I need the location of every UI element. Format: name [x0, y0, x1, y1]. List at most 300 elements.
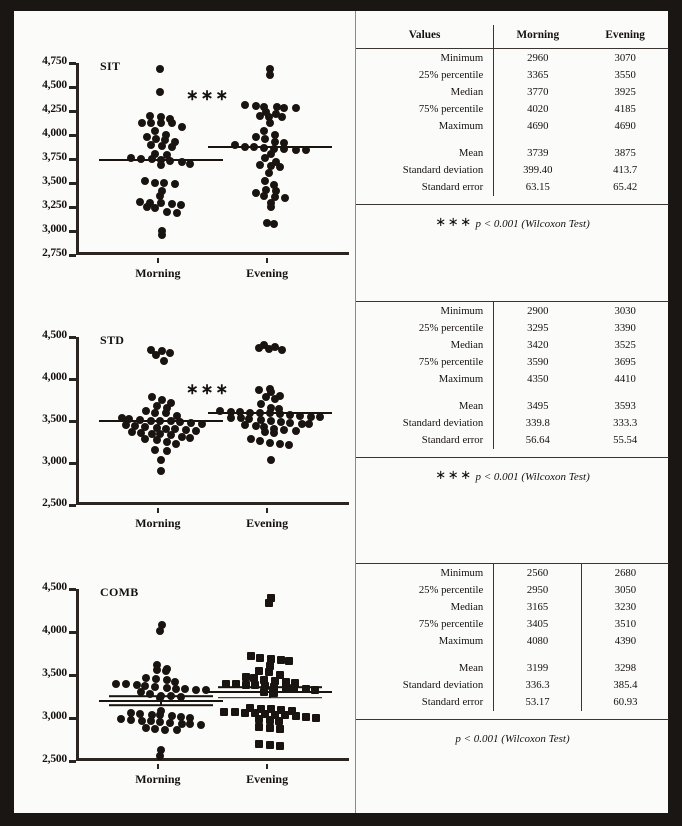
stat-label: 25% percentile	[418, 68, 484, 81]
data-point	[158, 142, 166, 150]
stat-label: 75% percentile	[418, 356, 484, 369]
data-point	[192, 427, 200, 435]
x-axis-tick-mark	[266, 764, 268, 769]
stats-table	[356, 564, 669, 711]
data-point	[285, 657, 293, 665]
table-row	[356, 118, 669, 135]
data-point	[242, 673, 250, 681]
mean-line	[99, 420, 223, 422]
data-point	[177, 201, 185, 209]
stat-value-morning: 56.64	[494, 431, 582, 448]
stat-value-morning: 339.8	[494, 414, 582, 431]
data-point	[292, 712, 300, 720]
data-point	[178, 123, 186, 131]
x-axis-tick-mark	[157, 508, 159, 513]
data-point	[162, 667, 170, 675]
significance-note	[356, 458, 669, 483]
data-point	[265, 169, 273, 177]
table-row	[356, 144, 669, 161]
stats-table-block	[356, 301, 669, 563]
stat-value-morning: 3739	[494, 144, 582, 161]
data-point	[168, 143, 176, 151]
y-axis-tick-mark	[69, 420, 76, 423]
data-point	[168, 119, 176, 127]
data-point	[292, 427, 300, 435]
stat-label: Maximum	[438, 635, 484, 648]
data-point	[241, 709, 249, 717]
y-axis-tick-label: 3,000	[42, 223, 67, 235]
data-point	[172, 440, 180, 448]
stat-label: Standard deviation	[402, 416, 484, 429]
data-point	[266, 439, 274, 447]
stat-label: Maximum	[438, 120, 484, 133]
data-point	[197, 721, 205, 729]
data-point	[281, 194, 289, 202]
table-row	[356, 178, 669, 195]
stat-label: Median	[450, 338, 484, 351]
y-axis-tick-mark	[69, 504, 76, 507]
data-point	[270, 429, 278, 437]
data-point	[142, 724, 150, 732]
scatter-chart-comb	[14, 581, 355, 801]
stat-value-evening: 3050	[581, 581, 669, 598]
data-point	[156, 65, 164, 73]
data-point	[160, 357, 168, 365]
stat-value-morning: 399.40	[494, 161, 582, 178]
table-row	[356, 49, 669, 67]
significance-note-text: p < 0.001 (Wilcoxon Test)	[455, 732, 570, 745]
y-axis-tick-mark	[69, 206, 76, 209]
stat-value-evening: 60.93	[581, 693, 669, 710]
data-point	[252, 422, 260, 430]
data-point	[227, 414, 235, 422]
stat-value-evening: 3695	[614, 356, 636, 369]
data-point	[138, 119, 146, 127]
data-point	[255, 740, 263, 748]
stat-value-morning: 336.3	[494, 676, 582, 693]
stat-value-evening: 3230	[581, 598, 669, 615]
y-axis-tick-label: 3,250	[42, 199, 67, 211]
y-axis-tick-label: 4,000	[42, 127, 67, 139]
tables-panel	[355, 11, 668, 813]
stat-value-evening: 4390	[581, 633, 669, 650]
data-point	[173, 726, 181, 734]
significance-note-stars: ∗∗∗	[435, 466, 473, 482]
table-row	[356, 336, 669, 353]
data-point	[186, 434, 194, 442]
data-point	[266, 716, 274, 724]
stat-label: Maximum	[438, 373, 484, 386]
y-axis-tick-label: 3,500	[42, 175, 67, 187]
stat-value-evening: 333.3	[613, 416, 638, 429]
stat-value-evening: 4410	[614, 373, 636, 386]
data-point	[260, 192, 268, 200]
table-spacer-row	[356, 135, 669, 144]
table-row	[356, 659, 669, 676]
data-point	[172, 685, 180, 693]
stat-value-morning: 2560	[494, 564, 582, 581]
stat-label: Mean	[458, 661, 484, 674]
stat-value-evening: 3510	[581, 616, 669, 633]
x-axis-label-morning: Morning	[135, 516, 181, 530]
data-point	[162, 409, 170, 417]
stat-label: Mean	[458, 399, 484, 412]
data-point	[255, 723, 263, 731]
data-point	[252, 133, 260, 141]
data-point	[141, 435, 149, 443]
y-axis-tick-mark	[69, 760, 76, 763]
x-axis-tick-mark	[266, 258, 268, 263]
data-point	[156, 627, 164, 635]
mean-line	[208, 412, 332, 414]
y-axis-tick-mark	[69, 182, 76, 185]
x-axis-label-morning: Morning	[135, 266, 181, 280]
data-point	[257, 400, 265, 408]
data-point	[292, 104, 300, 112]
y-axis-tick-mark	[69, 336, 76, 339]
stat-label: 75% percentile	[418, 618, 484, 631]
data-point	[256, 654, 264, 662]
y-axis-tick-label: 3,500	[42, 667, 67, 679]
data-point	[276, 725, 284, 733]
data-point	[152, 351, 160, 359]
data-point	[173, 209, 181, 217]
data-point	[278, 346, 286, 354]
error-bar-stem	[160, 696, 162, 705]
table-row	[356, 83, 669, 100]
data-point	[148, 393, 156, 401]
y-axis-tick-mark	[69, 158, 76, 161]
stat-value-morning: 4080	[494, 633, 582, 650]
table-row	[356, 354, 669, 371]
y-axis-tick-mark	[69, 588, 76, 591]
data-point	[141, 177, 149, 185]
stat-label: Standard error	[421, 180, 484, 193]
data-point	[305, 420, 313, 428]
data-point	[256, 112, 264, 120]
table-spacer-row	[356, 388, 669, 397]
stat-label: Median	[450, 600, 484, 613]
plot-area	[76, 589, 349, 761]
y-axis-tick-label: 4,750	[42, 55, 67, 67]
table-row	[356, 302, 669, 319]
x-axis-label-evening: Evening	[246, 772, 289, 786]
table-row	[356, 397, 669, 414]
table-row	[356, 581, 669, 598]
stat-value-morning: 4020	[494, 101, 582, 118]
data-point	[266, 71, 274, 79]
table-row	[356, 633, 669, 650]
stat-value-evening: 385.4	[581, 676, 669, 693]
stat-value-morning: 2960	[494, 49, 582, 67]
column-header-evening: Evening	[605, 29, 645, 41]
data-point	[270, 220, 278, 228]
y-axis-tick-label: 2,500	[42, 497, 67, 509]
stat-value-evening: 4690	[614, 120, 636, 133]
stat-label: Standard deviation	[402, 163, 484, 176]
y-axis-tick-mark	[69, 134, 76, 137]
data-point	[241, 421, 249, 429]
data-point	[171, 180, 179, 188]
significance-marker: ∗∗∗	[186, 382, 231, 398]
table-header-row	[356, 25, 669, 49]
y-axis-tick-mark	[69, 110, 76, 113]
data-point	[192, 686, 200, 694]
data-point	[128, 428, 136, 436]
table-row	[356, 676, 669, 693]
data-point	[142, 407, 150, 415]
stat-value-evening: 3525	[614, 338, 636, 351]
table-row	[356, 414, 669, 431]
stat-label: Minimum	[440, 566, 484, 579]
stat-label: 25% percentile	[418, 321, 484, 334]
stat-value-morning: 63.15	[494, 178, 582, 195]
y-axis-tick-mark	[69, 674, 76, 677]
stat-value-morning: 53.17	[494, 693, 582, 710]
data-point	[157, 456, 165, 464]
stat-value-evening: 4185	[614, 103, 636, 116]
stat-label: Median	[450, 85, 484, 98]
data-point	[271, 395, 279, 403]
table-spacer-row	[356, 650, 669, 659]
data-point	[286, 419, 294, 427]
data-point	[163, 208, 171, 216]
y-axis-tick-mark	[69, 462, 76, 465]
data-point	[280, 426, 288, 434]
charts-panel	[14, 11, 355, 813]
stat-value-evening: 2680	[581, 564, 669, 581]
data-point	[266, 724, 274, 732]
data-point	[143, 203, 151, 211]
y-axis-tick-mark	[69, 62, 76, 65]
table-row	[356, 431, 669, 448]
chart-title: STD	[100, 333, 125, 347]
significance-marker: ∗∗∗	[186, 88, 231, 104]
data-point	[277, 656, 285, 664]
y-axis-tick-label: 3,000	[42, 455, 67, 467]
significance-note	[356, 205, 669, 230]
stat-value-morning: 2950	[494, 581, 582, 598]
scatter-chart-std	[14, 329, 355, 545]
x-axis-tick-mark	[266, 508, 268, 513]
y-axis-tick-label: 2,750	[42, 247, 67, 259]
stats-table	[356, 25, 669, 196]
scatter-chart-sit	[14, 55, 355, 295]
y-axis-tick-label: 4,500	[42, 79, 67, 91]
stat-value-morning: 3770	[494, 83, 582, 100]
stat-value-morning: 3295	[494, 319, 582, 336]
stat-label: Standard deviation	[402, 678, 484, 691]
stat-label: Standard error	[421, 433, 484, 446]
data-point	[163, 438, 171, 446]
table-row	[356, 101, 669, 118]
data-point	[247, 652, 255, 660]
data-point	[256, 437, 264, 445]
data-point	[151, 446, 159, 454]
stat-label: Standard error	[421, 695, 484, 708]
data-point	[163, 447, 171, 455]
stat-value-evening: 413.7	[613, 163, 638, 176]
data-point	[163, 684, 171, 692]
stat-value-evening: 3593	[614, 399, 636, 412]
data-point	[262, 393, 270, 401]
stat-value-evening: 65.42	[613, 180, 638, 193]
data-point	[265, 599, 273, 607]
y-axis-tick-mark	[69, 717, 76, 720]
stat-label: 75% percentile	[418, 103, 484, 116]
data-point	[157, 467, 165, 475]
data-point	[156, 88, 164, 96]
data-point	[312, 714, 320, 722]
data-point	[153, 436, 161, 444]
y-axis-tick-mark	[69, 631, 76, 634]
data-point	[255, 344, 263, 352]
stat-value-morning: 3405	[494, 616, 582, 633]
data-point	[251, 681, 259, 689]
data-point	[285, 441, 293, 449]
data-point	[231, 708, 239, 716]
y-axis-tick-mark	[69, 86, 76, 89]
stat-value-morning: 3165	[494, 598, 582, 615]
data-point	[256, 161, 264, 169]
data-point	[302, 713, 310, 721]
data-point	[220, 708, 228, 716]
y-axis-tick-mark	[69, 378, 76, 381]
stat-label: Mean	[458, 146, 484, 159]
data-point	[156, 752, 164, 760]
data-point	[158, 231, 166, 239]
figure-inner	[14, 11, 668, 813]
data-point	[168, 200, 176, 208]
table-row	[356, 319, 669, 336]
stat-label: Minimum	[440, 304, 484, 317]
y-axis-tick-mark	[69, 230, 76, 233]
y-axis-tick-label: 3,750	[42, 151, 67, 163]
table-row	[356, 371, 669, 388]
data-point	[142, 674, 150, 682]
x-axis-label-morning: Morning	[135, 772, 181, 786]
stat-value-morning: 4690	[494, 118, 582, 135]
error-bar-stem	[269, 687, 271, 697]
y-axis-tick-label: 3,000	[42, 710, 67, 722]
stat-value-morning: 3420	[494, 336, 582, 353]
significance-note	[356, 720, 669, 745]
data-point	[267, 417, 275, 425]
data-point	[122, 680, 130, 688]
chart-title: COMB	[100, 585, 139, 599]
y-axis-tick-label: 4,000	[42, 624, 67, 636]
stat-value-morning: 3590	[494, 354, 582, 371]
data-point	[241, 101, 249, 109]
stat-value-evening: 3298	[581, 659, 669, 676]
stat-value-morning: 3495	[494, 397, 582, 414]
x-axis-label-evening: Evening	[246, 266, 289, 280]
data-point	[117, 715, 125, 723]
data-point	[278, 113, 286, 121]
mean-line	[99, 159, 223, 161]
data-point	[265, 345, 273, 353]
stat-label: Minimum	[440, 51, 484, 64]
data-point	[153, 666, 161, 674]
data-point	[151, 409, 159, 417]
data-point	[267, 203, 275, 211]
data-point	[127, 716, 135, 724]
data-point	[276, 440, 284, 448]
stat-value-evening: 3070	[614, 51, 636, 64]
x-axis-label-evening: Evening	[246, 516, 289, 530]
data-point	[112, 680, 120, 688]
y-axis-tick-label: 4,000	[42, 371, 67, 383]
stat-value-morning: 3199	[494, 659, 582, 676]
y-axis-tick-label: 4,500	[42, 581, 67, 593]
mean-line	[208, 146, 332, 148]
stat-value-morning: 3365	[494, 66, 582, 83]
data-point	[147, 141, 155, 149]
y-axis-tick-mark	[69, 254, 76, 257]
data-point	[151, 179, 159, 187]
data-point	[261, 428, 269, 436]
plot-area	[76, 337, 349, 505]
chart-title: SIT	[100, 59, 121, 73]
stat-value-evening: 3550	[614, 68, 636, 81]
data-point	[252, 102, 260, 110]
data-point	[151, 725, 159, 733]
data-point	[316, 413, 324, 421]
table-row	[356, 693, 669, 710]
table-row	[356, 161, 669, 178]
data-point	[247, 435, 255, 443]
stat-value-morning: 2900	[494, 302, 582, 319]
data-point	[166, 349, 174, 357]
data-point	[261, 135, 269, 143]
x-axis-tick-mark	[157, 764, 159, 769]
data-point	[276, 163, 284, 171]
y-axis-tick-label: 3,500	[42, 413, 67, 425]
significance-note-stars: ∗∗∗	[435, 213, 473, 229]
data-point	[298, 420, 306, 428]
data-point	[267, 456, 275, 464]
y-axis-tick-label: 2,500	[42, 753, 67, 765]
stat-value-evening: 3875	[614, 146, 636, 159]
data-point	[151, 204, 159, 212]
data-point	[261, 177, 269, 185]
stats-table	[356, 302, 669, 449]
column-header-morning: Morning	[494, 25, 582, 49]
stat-value-evening: 3390	[614, 321, 636, 334]
significance-note-text: p < 0.001 (Wilcoxon Test)	[475, 217, 590, 230]
table-row	[356, 616, 669, 633]
data-point	[157, 119, 165, 127]
data-point	[266, 119, 274, 127]
data-point	[252, 189, 260, 197]
data-point	[186, 720, 194, 728]
data-point	[152, 675, 160, 683]
data-point	[276, 742, 284, 750]
plot-area	[76, 63, 349, 255]
table-row	[356, 598, 669, 615]
stats-table-block	[356, 25, 669, 301]
stat-value-evening: 3925	[614, 85, 636, 98]
table-row	[356, 564, 669, 581]
data-point	[161, 726, 169, 734]
y-axis-tick-label: 4,500	[42, 329, 67, 341]
stats-table-block	[356, 563, 669, 813]
stat-value-morning: 4350	[494, 371, 582, 388]
table-row	[356, 66, 669, 83]
stat-label: 25% percentile	[418, 583, 484, 596]
stat-value-evening: 3030	[614, 304, 636, 317]
significance-note-text: p < 0.001 (Wilcoxon Test)	[475, 470, 590, 483]
